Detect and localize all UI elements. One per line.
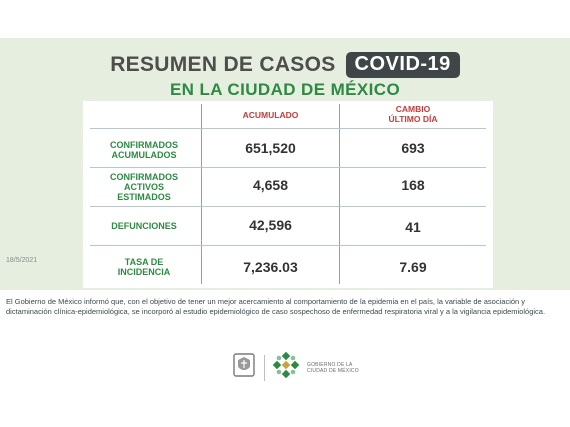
table-rule xyxy=(90,206,486,207)
row-label-confirmados xyxy=(90,140,198,160)
table-cell-acumulado: 4,658 xyxy=(252,177,289,193)
table-divider-1 xyxy=(201,104,202,284)
footnote: El Gobierno de México informó que, con el objetivo de tener un mejor acercamiento al comportamiento de la epidemia en el país, la variable de asociación y dictaminación clínica-epidemiológica, se incorporó al estudio epidemiológico de caso sospechoso de enfermedad respiratoria viral y a la vigilancia epidemiológica. xyxy=(6,297,546,316)
row-label-line: CONFIRMADOS xyxy=(110,140,178,150)
table-cell-cambio: 7.69 xyxy=(399,259,427,275)
title-row xyxy=(0,52,570,78)
covid-badge: COVID-19 xyxy=(346,52,460,78)
table-cell-acumulado: 651,520 xyxy=(245,140,296,156)
report-date: 18/5/2021 xyxy=(6,257,38,264)
table-cell-cambio: 41 xyxy=(405,219,421,235)
row-label-line: DEFUNCIONES xyxy=(111,221,177,231)
column-header-cambio xyxy=(340,104,486,124)
coat-of-arms-icon xyxy=(232,352,256,383)
table-divider-2 xyxy=(339,104,340,284)
table-cell-acumulado: 7,236.03 xyxy=(243,259,298,275)
gov-logo-line: GOBIERNO DE LA xyxy=(307,361,353,368)
footer-logos xyxy=(232,352,359,383)
page-title: RESUMEN DE CASOS xyxy=(110,53,336,76)
column-header-line: CAMBIO xyxy=(395,104,431,114)
logo-separator xyxy=(264,355,265,381)
table-rule xyxy=(90,245,486,246)
row-label-line: TASA DE xyxy=(124,257,164,267)
row-label-line: ESTIMADOS xyxy=(117,192,171,202)
row-label-defunciones xyxy=(90,221,198,231)
row-label-line: CONFIRMADOS xyxy=(110,172,178,182)
cdmx-logo-icon xyxy=(273,352,299,383)
table-cell-cambio: 693 xyxy=(401,140,425,156)
row-label-line: INCIDENCIA xyxy=(117,267,171,277)
table-cell-acumulado: 42,596 xyxy=(249,217,292,233)
table-rule xyxy=(90,167,486,168)
column-header-line: ÚLTIMO DÍA xyxy=(388,114,438,124)
row-label-activos xyxy=(90,172,198,202)
table-cell-cambio: 168 xyxy=(401,177,425,193)
row-label-line: ACUMULADOS xyxy=(111,150,177,160)
gov-logo-line: CIUDAD DE MÉXICO xyxy=(307,367,359,374)
table-rule xyxy=(90,128,486,129)
row-label-incidencia xyxy=(90,257,198,277)
gov-logo-text xyxy=(307,362,359,374)
row-label-line: ACTIVOS xyxy=(123,182,164,192)
column-header-acumulado: ACUMULADO xyxy=(242,110,299,120)
page-subtitle: EN LA CIUDAD DE MÉXICO xyxy=(169,80,401,99)
